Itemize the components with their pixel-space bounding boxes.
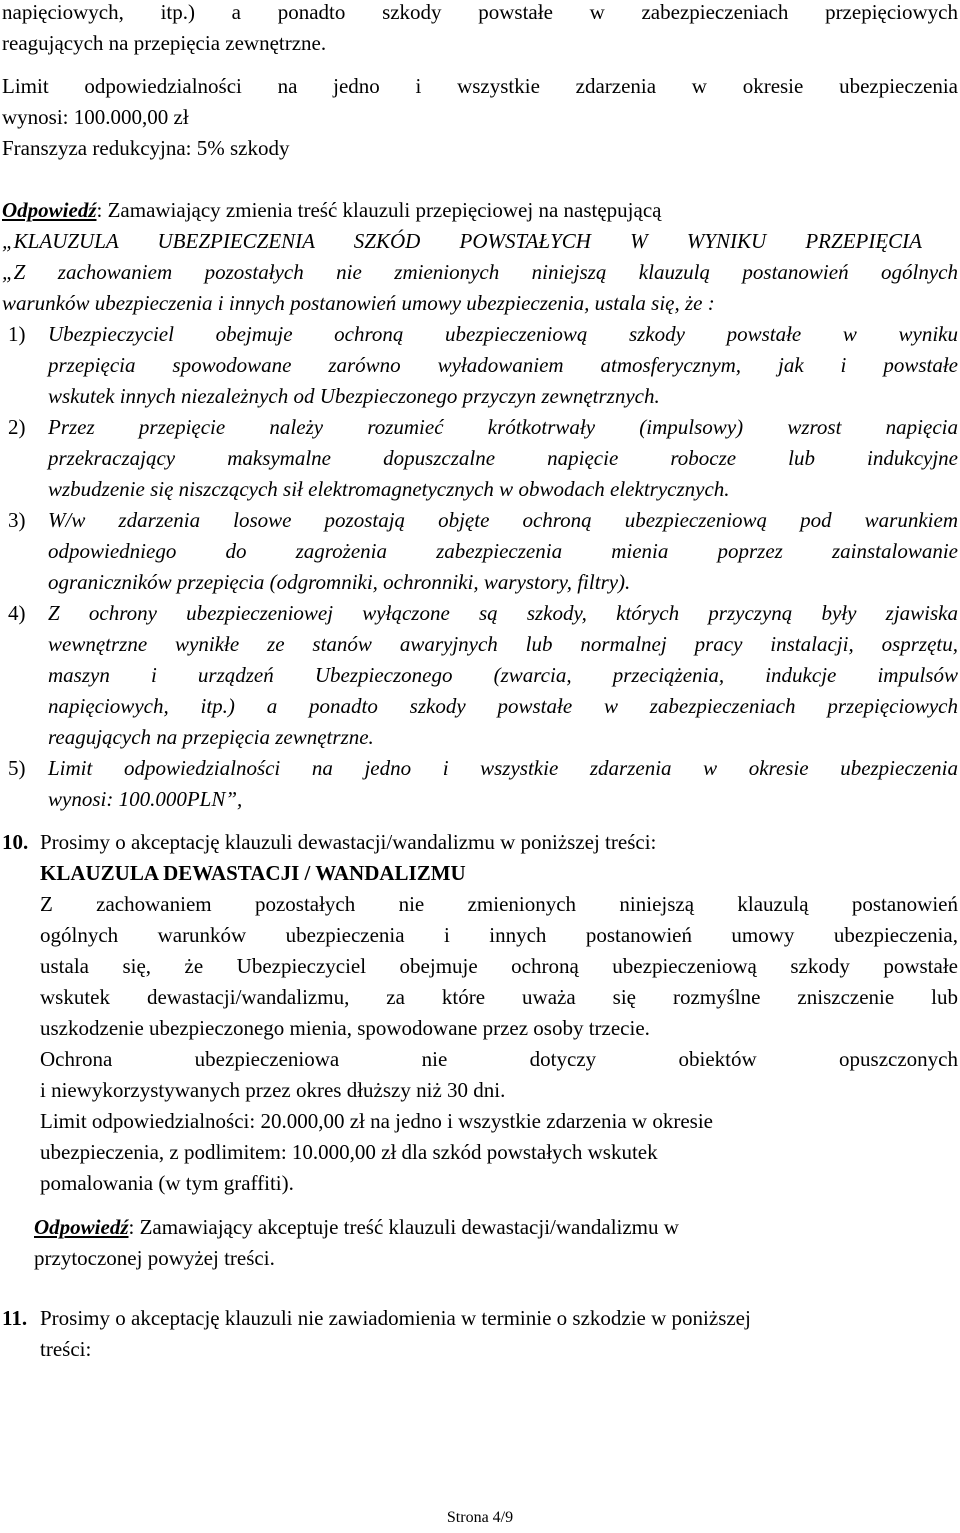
item-1-line-3: wskutek innych niezależnych od Ubezpieczonego przyczyn zewnętrznych.: [48, 384, 660, 408]
item-2-number: 2): [8, 415, 26, 439]
item-5-line-1: Limit odpowiedzialności na jedno i wszystkie zdarzenia w okresie ubezpieczenia: [48, 756, 958, 780]
clause-intro-1: „Z zachowaniem pozostałych nie zmienionych niniejszą klauzulą postanowień ogólnych: [2, 260, 958, 284]
item-1-line-2: przepięcia spowodowane zarówno wyładowaniem atmosferycznym, jak i powstałe: [48, 353, 958, 377]
q10-p1-line-5: uszkodzenie ubezpieczonego mienia, spowodowane przez osoby trzecie.: [40, 1016, 650, 1040]
clause-intro-2: warunków ubezpieczenia i innych postanowień umowy ubezpieczenia, ustala się, że :: [2, 291, 715, 315]
answer-2-line-1: [34, 1212, 958, 1243]
q10-p1-line-4: wskutek dewastacji/wandalizmu, za które uważa się rozmyślne zniszczenie lub: [40, 985, 958, 1009]
item-5-line-2: wynosi: 100.000PLN”,: [48, 787, 243, 811]
answer-text: : Zamawiający zmienia treść klauzuli przepięciowej na następującą: [96, 198, 662, 222]
item-2-line-3: wzbudzenie się niszczących sił elektromagnetycznych w obwodach elektrycznych.: [48, 477, 730, 501]
q10-p1-line-3: ustala się, że Ubezpieczyciel obejmuje ochroną ubezpieczeniową szkody powstałe: [40, 954, 958, 978]
question-10-number: 10.: [2, 830, 29, 854]
question-11-line-2: treści:: [40, 1337, 92, 1361]
q10-p1-line-2: ogólnych warunków ubezpieczenia i innych postanowień umowy ubezpieczenia,: [40, 923, 958, 947]
item-4-line-1: Z ochrony ubezpieczeniowej wyłączone są szkody, których przyczyną były zjawiska: [48, 601, 958, 625]
question-10-text: Prosimy o akceptację klauzuli dewastacji/wandalizmu w poniższej treści:: [40, 830, 657, 854]
answer-label: Odpowiedź: [2, 198, 97, 222]
q10-p2-line-1: Ochrona ubezpieczeniowa nie dotyczy obiektów opuszczonych: [40, 1047, 958, 1071]
item-3-number: 3): [8, 508, 26, 532]
answer-1-line: [2, 195, 958, 226]
top-line-4: wynosi: 100.000,00 zł: [2, 105, 189, 129]
item-4-line-3: maszyn i urządzeń Ubezpieczonego (zwarcia, przeciążenia, indukcje impulsów: [48, 663, 958, 687]
q10-p3-line-1: Limit odpowiedzialności: 20.000,00 zł na jedno i wszystkie zdarzenia w okresie: [40, 1109, 713, 1133]
answer-2-text: : Zamawiający akceptuje treść klauzuli dewastacji/wandalizmu w: [128, 1215, 679, 1239]
answer-2-line-2: przytoczonej powyżej treści.: [34, 1246, 275, 1270]
item-5-number: 5): [8, 756, 26, 780]
item-4-line-5: reagujących na przepięcia zewnętrzne.: [48, 725, 374, 749]
q10-p2-line-2: i niewykorzystywanych przez okres dłuższy niż 30 dni.: [40, 1078, 506, 1102]
question-11-number: 11.: [2, 1306, 28, 1330]
item-3-line-3: ograniczników przepięcia (odgromniki, ochronniki, warystory, filtry).: [48, 570, 631, 594]
item-1-line-1: Ubezpieczyciel obejmuje ochroną ubezpieczeniową szkody powstałe w wyniku: [48, 322, 958, 346]
item-4-line-4: napięciowych, itp.) a ponadto szkody powstałe w zabezpieczeniach przepięciowych: [48, 694, 958, 718]
item-2-line-2: przekraczający maksymalne dopuszczalne napięcie robocze lub indukcyjne: [48, 446, 958, 470]
page-number: Strona 4/9: [446, 1509, 514, 1526]
top-line-5: Franszyza redukcyjna: 5% szkody: [2, 136, 290, 160]
answer-2-label: Odpowiedź: [34, 1215, 129, 1239]
q10-p3-line-3: pomalowania (w tym graffiti).: [40, 1171, 294, 1195]
item-2-line-1: Przez przepięcie należy rozumieć krótkotrwały (impulsowy) wzrost napięcia: [48, 415, 958, 439]
item-4-number: 4): [8, 601, 26, 625]
item-3-line-1: W/w zdarzenia losowe pozostają objęte ochroną ubezpieczeniową pod warunkiem: [48, 508, 958, 532]
q10-p1-line-1: Z zachowaniem pozostałych nie zmienionych niniejszą klauzulą postanowień: [40, 892, 958, 916]
item-3-line-2: odpowiedniego do zagrożenia zabezpieczenia mienia poprzez zainstalowanie: [48, 539, 958, 563]
item-4-line-2: wewnętrzne wynikłe ze stanów awaryjnych lub normalnej pracy instalacji, osprzętu,: [48, 632, 958, 656]
clause-10-title: KLAUZULA DEWASTACJI / WANDALIZMU: [40, 861, 466, 885]
clause-title: „KLAUZULA UBEZPIECZENIA SZKÓD POWSTAŁYCH W WYNIKU PRZEPIĘCIA: [2, 229, 922, 253]
top-line-3: Limit odpowiedzialności na jedno i wszystkie zdarzenia w okresie ubezpieczenia: [2, 74, 958, 98]
q10-p3-line-2: ubezpieczenia, z podlimitem: 10.000,00 zł dla szkód powstałych wskutek: [40, 1140, 658, 1164]
item-1-number: 1): [8, 322, 26, 346]
top-line-2: reagujących na przepięcia zewnętrzne.: [2, 31, 327, 55]
top-line-1: napięciowych, itp.) a ponadto szkody powstałe w zabezpieczeniach przepięciowych: [2, 0, 958, 24]
question-11-line-1: Prosimy o akceptację klauzuli nie zawiadomienia w terminie o szkodzie w poniższej: [40, 1306, 751, 1330]
